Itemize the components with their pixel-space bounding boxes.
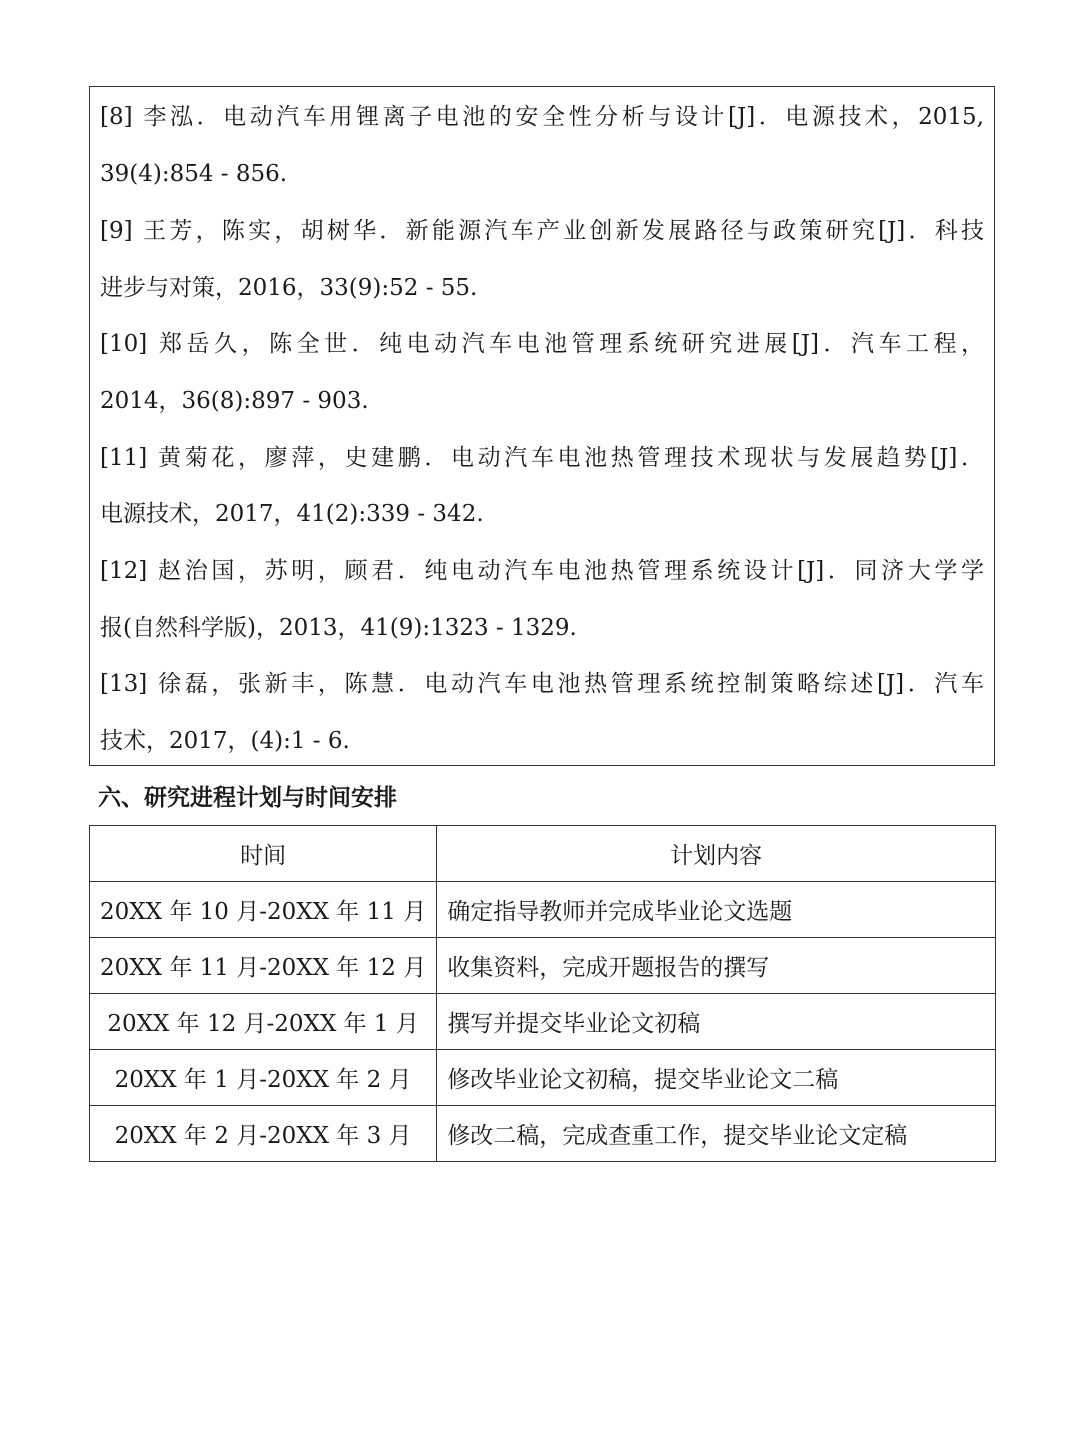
reference-11-line-1: [11] 黄菊花，廖萍，史建鹏．电动汽车电池热管理技术现状与发展趋势[J]． [100,445,984,471]
header-time: 时间 [90,826,437,882]
table-row [90,938,996,994]
reference-10-line-1: [10] 郑岳久，陈全世．纯电动汽车电池管理系统研究进展[J]．汽车工程， [100,331,984,357]
table-row [90,882,996,938]
row-time: 20XX 年 10 月-20XX 年 11 月 [90,882,437,938]
header-content: 计划内容 [437,826,996,882]
row-time: 20XX 年 2 月-20XX 年 3 月 [90,1106,437,1162]
row-content: 收集资料，完成开题报告的撰写 [437,938,996,994]
schedule-table [89,825,996,1162]
row-content: 确定指导教师并完成毕业论文选题 [437,882,996,938]
references-box [89,86,995,766]
reference-9-line-1: [9] 王芳，陈实，胡树华．新能源汽车产业创新发展路径与政策研究[J]．科技 [100,218,984,244]
reference-8-line-2: 39(4):854 - 856. [100,161,288,187]
row-time: 20XX 年 1 月-20XX 年 2 月 [90,1050,437,1106]
reference-8-line-1: [8] 李泓．电动汽车用锂离子电池的安全性分析与设计[J]．电源技术，2015, [100,104,984,130]
row-time: 20XX 年 11 月-20XX 年 12 月 [90,938,437,994]
table-row [90,1050,996,1106]
reference-12-line-2: 报(自然科学版)，2013，41(9):1323 - 1329. [100,615,577,641]
row-content: 修改二稿，完成查重工作，提交毕业论文定稿 [437,1106,996,1162]
row-content: 修改毕业论文初稿，提交毕业论文二稿 [437,1050,996,1106]
row-content: 撰写并提交毕业论文初稿 [437,994,996,1050]
reference-13-line-1: [13] 徐磊，张新丰，陈慧．电动汽车电池热管理系统控制策略综述[J]．汽车 [100,671,984,697]
section-title: 六、研究进程计划与时间安排 [98,785,397,811]
table-header-row [90,826,996,882]
reference-9-line-2: 进步与对策，2016，33(9):52 - 55. [100,275,478,301]
reference-13-line-2: 技术，2017，(4):1 - 6. [100,728,350,754]
table-row [90,1106,996,1162]
table-row [90,994,996,1050]
reference-12-line-1: [12] 赵治国，苏明，顾君．纯电动汽车电池热管理系统设计[J]．同济大学学 [100,558,984,584]
row-time: 20XX 年 12 月-20XX 年 1 月 [90,994,437,1050]
reference-10-line-2: 2014，36(8):897 - 903. [100,388,369,414]
reference-11-line-2: 电源技术，2017，41(2):339 - 342. [100,501,484,527]
